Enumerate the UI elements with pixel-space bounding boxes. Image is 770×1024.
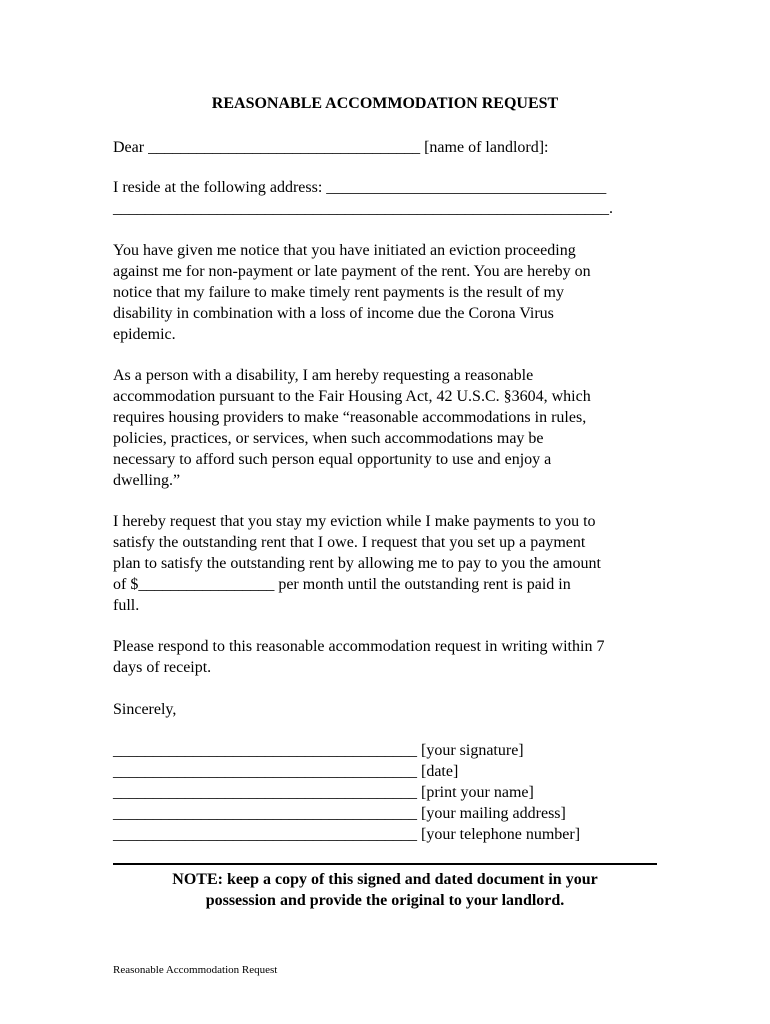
paragraph1-line-3: notice that my failure to make timely rent payments is the result of my [113, 284, 564, 301]
paragraph2-line-1: As a person with a disability, I am hereby requesting a reasonable [113, 367, 534, 384]
paragraph1-line-2: against me for non-payment or late payment of the rent. You are hereby on [113, 263, 591, 280]
telephone-line: ______________________________________ [your telephone number] [113, 826, 581, 843]
date-line: ______________________________________ [date] [113, 763, 459, 780]
paragraph2-line-3: requires housing providers to make “reasonable accommodations in rules, [113, 409, 587, 426]
paragraph3-line-1: I hereby request that you stay my eviction while I make payments to you to [113, 513, 596, 530]
mailing-address-line: ______________________________________ [your mailing address] [113, 805, 566, 822]
address-line-1: I reside at the following address: ___________________________________ [113, 179, 607, 196]
paragraph3-line-5: full. [113, 597, 140, 614]
paragraph2-line-6: dwelling.” [113, 472, 181, 489]
document-title: REASONABLE ACCOMMODATION REQUEST [211, 95, 559, 112]
note-line-1: NOTE: keep a copy of this signed and dated document in your [172, 871, 598, 888]
paragraph1-line-4: disability in combination with a loss of income due the Corona Virus [113, 305, 554, 322]
paragraph3-line-4: of $_________________ per month until the outstanding rent is paid in [113, 576, 571, 593]
note-divider [113, 863, 657, 865]
paragraph3-line-2: satisfy the outstanding rent that I owe. I request that you set up a payment [113, 534, 586, 551]
paragraph2-line-5: necessary to afford such person equal opportunity to use and enjoy a [113, 451, 552, 468]
paragraph1-line-1: You have given me notice that you have initiated an eviction proceeding [113, 242, 576, 259]
salutation-line: Dear __________________________________ [name of landlord]: [113, 139, 549, 156]
paragraph2-line-4: policies, practices, or services, when such accommodations may be [113, 430, 544, 447]
note-line-2: possession and provide the original to your landlord. [205, 892, 565, 909]
address-line-2: ______________________________________________________________. [113, 200, 613, 217]
page-footer: Reasonable Accommodation Request [113, 964, 278, 976]
paragraph2-line-2: accommodation pursuant to the Fair Housing Act, 42 U.S.C. §3604, which [113, 388, 591, 405]
paragraph4-line-1: Please respond to this reasonable accommodation request in writing within 7 [113, 638, 605, 655]
paragraph4-line-2: days of receipt. [113, 659, 212, 676]
print-name-line: ______________________________________ [print your name] [113, 784, 534, 801]
paragraph1-line-5: epidemic. [113, 326, 176, 343]
signature-line: ______________________________________ [your signature] [113, 742, 524, 759]
paragraph3-line-3: plan to satisfy the outstanding rent by allowing me to pay to you the amount [113, 555, 601, 572]
closing: Sincerely, [113, 701, 177, 718]
